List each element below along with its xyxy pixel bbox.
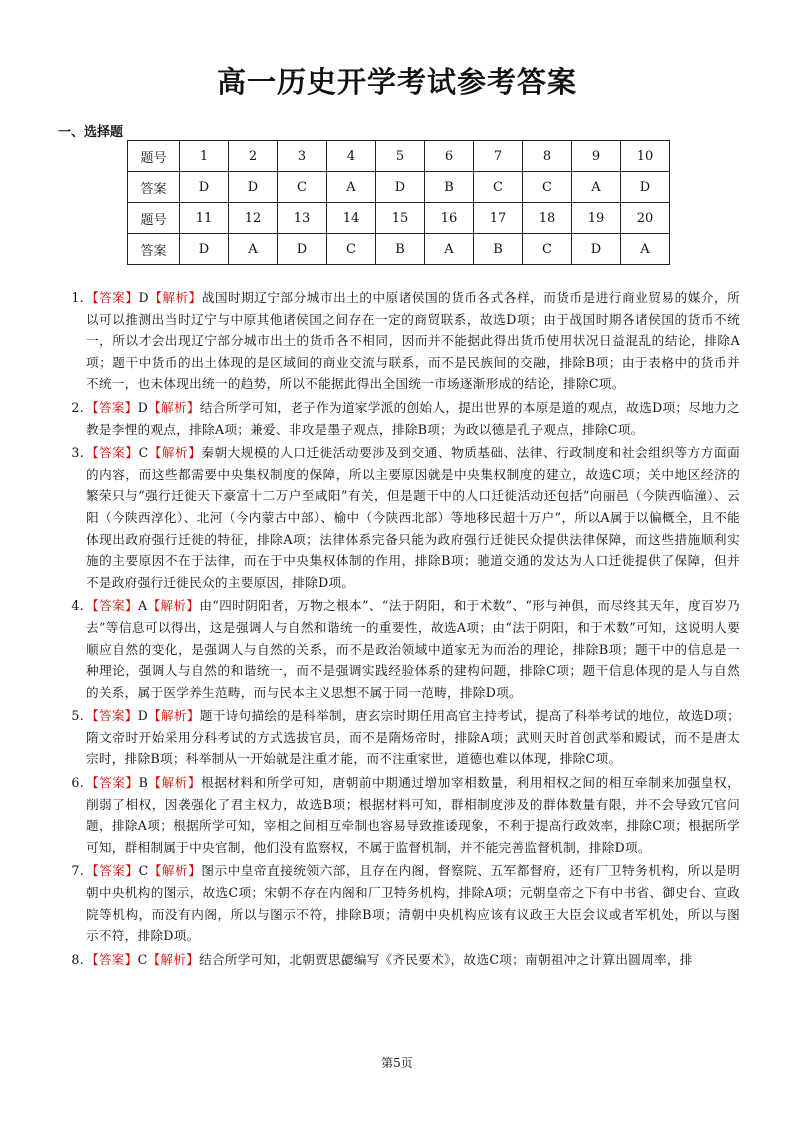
analysis-text: 秦朝大规模的人口迁徙活动要涉及到交通、物质基础、法律、行政制度和社会组织等方方面面的内容，而这些都需要中央集权制度的保障，所以主要原因就是中央集权制度的建立，故选C项；关中地区经济的繁荣只与“强行迁徙天下豪富十二万户至咸阳”有关，但是题干中的人口迁徙活动还包括“向丽邑（今陕西临潼）、云阳（今陕西淳化）、北河（今内蒙古中部）、榆中（今陕西北部）等地移民超十万户”，所以A属于以偏概全，且不能体现出政府强行迁徙的特征，排除A项；法律体系完备只能为政府强行迁徙民众提供法律保障，而这些措施顺利实施的主要原因不在于法律，而在于中央集权体制的作用，排除B项；驰道交通的发达为人口迁徙提供了保障，但并不是政府强行迁徙民众的主要原因，排除D项。 <box>86 445 740 590</box>
question-number: 2. <box>71 399 84 415</box>
answer-table-cell: 14 <box>327 203 376 234</box>
answer-table-cell: D <box>229 172 278 203</box>
answer-table-cell: 18 <box>523 203 572 234</box>
answer-table-cell: A <box>621 234 670 265</box>
answer-tag: 【答案】 <box>86 775 139 791</box>
answer-explanation <box>60 595 740 703</box>
answer-table-cell: C <box>278 172 327 203</box>
answer-letter: D <box>138 290 149 305</box>
answer-explanation <box>60 949 740 971</box>
answer-table-cell: D <box>278 234 327 265</box>
answer-table-cell: A <box>425 234 474 265</box>
question-number: 3. <box>71 445 84 461</box>
answer-explanation <box>60 287 740 395</box>
question-number: 5. <box>71 708 84 724</box>
answer-table-cell: C <box>474 172 523 203</box>
answer-table-cell: B <box>376 234 425 265</box>
analysis-text: 题干诗句描绘的是科举制，唐玄宗时期任用高官主持考试，提高了科举考试的地位，故选D项；隋文帝时开始采用分科考试的方式选拔官员，而不是隋炀帝时，排除A项；武则天时首创武举和殿试，而不是唐太宗时，排除B项；科举制从一开始就是注重才能，而不注重家世，道德也难以体现，排除C项。 <box>86 708 740 767</box>
answer-table-cell: 15 <box>376 203 425 234</box>
question-list <box>60 287 740 972</box>
answer-explanation <box>60 860 740 946</box>
answer-table-cell: D <box>180 172 229 203</box>
answer-table-cell: 17 <box>474 203 523 234</box>
analysis-text: 图示中皇帝直接统领六部，且存在内阁，督察院、五军都督府，还有厂卫特务机构，所以是明朝中央机构的图示，故选C项；宋朝不存在内阁和厂卫特务机构，排除A项；元朝皇帝之下有中书省、御史台、宣政院等机构，而没有内阁，所以与图示不符，排除B项；清朝中央机构应该有议政王大臣会议或者军机处，所以与图示不符，排除D项。 <box>86 863 740 944</box>
answer-table-row <box>128 172 670 203</box>
answer-tag: 【答案】 <box>86 598 138 614</box>
answer-table-row <box>128 203 670 234</box>
answer-table-cell: C <box>523 172 572 203</box>
analysis-tag: 【解析】 <box>148 775 202 791</box>
answer-tag: 【答案】 <box>86 399 138 415</box>
section-title: 一、选择题 <box>58 125 124 140</box>
analysis-tag: 【解析】 <box>148 708 200 724</box>
question-number: 4. <box>71 598 84 614</box>
answer-table-cell: 8 <box>523 141 572 172</box>
answer-table-cell: 19 <box>572 203 621 234</box>
answer-table-cell: 6 <box>425 141 474 172</box>
question-number: 1. <box>71 290 84 305</box>
answer-table-row <box>128 141 670 172</box>
analysis-tag: 【解析】 <box>148 399 200 415</box>
answer-table-cell: B <box>474 234 523 265</box>
analysis-text: 根据材料和所学可知，唐朝前中期通过增加宰相数量，利用相权之间的相互牵制来加强皇权，削弱了相权，因袭强化了君主权力，故选B项；根据材料可知，群相制度涉及的群体数量有限，并不会导致冗官问题，排除A项；根据所学可知，宰相之间相互牵制也容易导致推诿现象，不利于提高行政效率，排除C项；根据所学可知，群相制属于中央官制，他们没有监察权，不属于监督机制，并不能完善监督机制，排除D项。 <box>86 775 740 855</box>
answer-tag: 【答案】 <box>86 863 139 879</box>
answer-table-cell: 5 <box>376 141 425 172</box>
answer-letter: D <box>137 399 149 415</box>
analysis-text: 战国时期辽宁部分城市出土的中原诸侯国的货币各式各样，而货币是进行商业贸易的媒介，所以可以推测出当时辽宁与中原其他诸侯国之间存在一定的商贸联系，故选D项；由于战国时期各诸侯国的货币不统一，所以才会出现辽宁部分城市出土的货币各不相同，因而并不能据此得出货币使用状况日益混乱的结论，排除A项；题干中货币的出土体现的是区域间的商业交流与联系，而不是民族间的交融，排除B项；由于表格中的货币并不统一，也未体现出统一的趋势，所以不能据此得出全国统一市场逐渐形成的结论，排除C项。 <box>86 290 740 392</box>
answer-letter: C <box>137 951 148 967</box>
analysis-tag: 【解析】 <box>148 863 202 879</box>
answer-table-cell: D <box>180 234 229 265</box>
answer-letter: C <box>138 863 149 879</box>
answer-table-cell: 20 <box>621 203 670 234</box>
answer-table-cell: 13 <box>278 203 327 234</box>
answer-letter: C <box>138 445 149 461</box>
analysis-text: 结合所学可知，老子作为道家学派的创始人，提出世界的本原是道的观点，故选D项；尽地力之教是李悝的观点，排除A项；兼爱、非攻是墨子观点，排除B项；为政以德是孔子观点，排除C项。 <box>86 399 740 437</box>
answer-table-cell: 3 <box>278 141 327 172</box>
answer-tag: 【答案】 <box>86 951 138 967</box>
question-number: 6. <box>71 775 84 791</box>
answer-tag: 【答案】 <box>86 708 138 724</box>
answer-table-header-cell: 答案 <box>128 234 180 265</box>
answer-table-cell: A <box>229 234 278 265</box>
answer-explanation <box>60 705 740 770</box>
analysis-tag: 【解析】 <box>147 598 200 614</box>
answer-tag: 【答案】 <box>86 445 139 461</box>
answer-table-cell: 9 <box>572 141 621 172</box>
answer-table-header-cell: 题号 <box>128 203 180 234</box>
answer-table-row <box>128 234 670 265</box>
answer-letter: A <box>137 598 148 614</box>
answer-table-cell: 16 <box>425 203 474 234</box>
answer-table-cell: 1 <box>180 141 229 172</box>
answer-explanation <box>60 772 740 858</box>
answer-tag: 【答案】 <box>86 290 139 305</box>
answer-table-cell: 10 <box>621 141 670 172</box>
answer-table-cell: D <box>572 234 621 265</box>
analysis-text: 由“四时阴阳者，万物之根本”、“法于阴阳，和于术数”、“形与神俱，而尽终其天年，度百岁乃去”等信息可以得出，这是强调人与自然和谐统一的重要性，故选A项；由“法于阴阳，和于术数”可知，这说明人要顺应自然的变化，是强调人与自然的关系，而不是政治领域中道家无为而治的理论，排除B项；题干中的信息是一种理论，强调人与自然的和谐统一，而不是强调实践经验体系的建构问题，排除C项；题干信息体现的是人与自然的关系，属于医学养生范畴，而与民本主义思想不属于同一范畴，排除D项。 <box>86 598 740 700</box>
answer-table-cell: A <box>327 172 376 203</box>
analysis-tag: 【解析】 <box>148 290 202 305</box>
answer-table-cell: D <box>376 172 425 203</box>
question-number: 8. <box>71 951 84 967</box>
answer-table-cell: C <box>523 234 572 265</box>
answer-letter: B <box>138 775 149 791</box>
answer-table-cell: D <box>621 172 670 203</box>
page-footer: 第5页 <box>381 1056 413 1070</box>
answer-table <box>127 140 670 265</box>
answer-table-cell: 11 <box>180 203 229 234</box>
analysis-tag: 【解析】 <box>148 445 202 461</box>
page-title: 高一历史开学考试参考答案 <box>216 65 577 99</box>
analysis-tag: 【解析】 <box>147 951 200 967</box>
answer-table-cell: 7 <box>474 141 523 172</box>
answer-explanation <box>60 397 740 440</box>
answer-table-cell: 4 <box>327 141 376 172</box>
analysis-text: 结合所学可知，北朝贾思勰编写《齐民要术》，故选C项；南朝祖冲之计算出圆周率，排 <box>199 951 693 967</box>
answer-table-cell: 12 <box>229 203 278 234</box>
answer-table-cell: B <box>425 172 474 203</box>
answer-table-header-cell: 答案 <box>128 172 180 203</box>
answer-table-header-cell: 题号 <box>128 141 180 172</box>
question-number: 7. <box>71 863 84 879</box>
answer-table-cell: 2 <box>229 141 278 172</box>
answer-letter: D <box>137 708 149 724</box>
answer-table-cell: A <box>572 172 621 203</box>
answer-table-cell: C <box>327 234 376 265</box>
answer-explanation <box>60 442 740 593</box>
